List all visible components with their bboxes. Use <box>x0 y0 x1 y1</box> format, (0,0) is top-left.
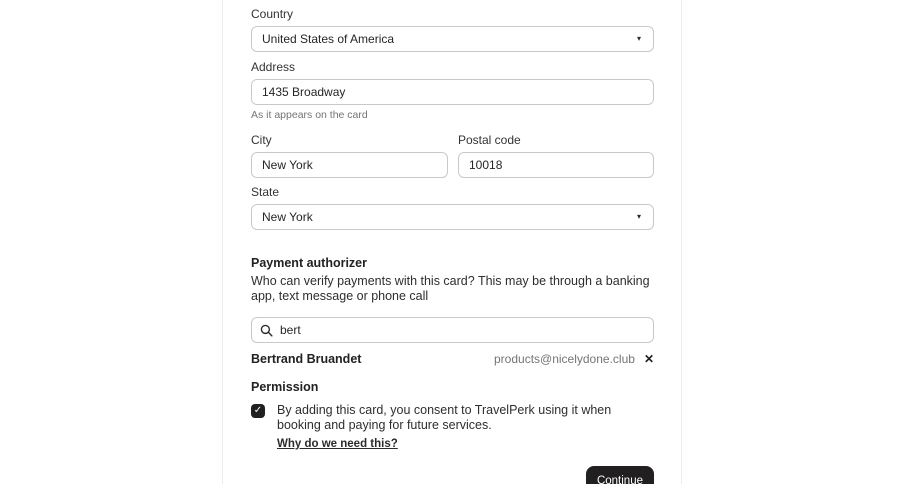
search-icon <box>260 324 273 337</box>
city-field <box>251 134 448 178</box>
postal-code-input[interactable] <box>458 152 654 178</box>
state-select-value: New York <box>262 210 313 224</box>
payment-authorizer-heading: Payment authorizer <box>251 256 368 270</box>
address-helper-text: As it appears on the card <box>251 109 368 121</box>
selected-authorizer-row <box>251 352 654 366</box>
billing-form-panel <box>222 0 682 484</box>
state-label: State <box>251 185 280 199</box>
country-field <box>251 8 654 52</box>
city-postal-row <box>251 134 654 178</box>
country-select-value: United States of America <box>262 32 395 46</box>
consent-row <box>251 403 654 433</box>
city-input[interactable] <box>251 152 448 178</box>
permission-label: Permission <box>251 380 319 394</box>
state-field <box>251 186 654 230</box>
payment-authorizer-section <box>251 256 654 366</box>
consent-text: By adding this card, you consent to TravelPerk using it when booking and paying for future services. <box>277 403 612 432</box>
continue-button[interactable]: Continue <box>586 466 654 484</box>
why-do-we-need-this-link[interactable]: Why do we need this? <box>277 438 398 450</box>
country-label: Country <box>251 7 294 21</box>
country-select[interactable] <box>251 26 654 52</box>
authorizer-search-input[interactable] <box>280 323 645 337</box>
city-label: City <box>251 133 272 147</box>
postal-code-field <box>458 134 654 178</box>
chevron-down-icon: ▾ <box>636 212 641 221</box>
address-field <box>251 61 654 121</box>
payment-authorizer-description: Who can verify payments with this card? This may be through a banking app, text message or phone call <box>251 274 650 303</box>
authorizer-search-box[interactable] <box>251 317 654 343</box>
address-input[interactable] <box>251 79 654 105</box>
consent-checkbox[interactable] <box>251 404 265 418</box>
authorizer-meta <box>494 352 654 366</box>
permission-section <box>251 380 654 452</box>
chevron-down-icon: ▾ <box>636 34 641 43</box>
checkmark-icon: ✓ <box>253 405 263 416</box>
close-icon: ✕ <box>643 352 654 366</box>
authorizer-name: Bertrand Bruandet <box>251 352 362 366</box>
state-select[interactable] <box>251 204 654 230</box>
remove-authorizer-button[interactable] <box>644 353 654 365</box>
address-label: Address <box>251 60 296 74</box>
authorizer-email: products@nicelydone.club <box>494 352 635 366</box>
postal-code-label: Postal code <box>458 133 521 147</box>
